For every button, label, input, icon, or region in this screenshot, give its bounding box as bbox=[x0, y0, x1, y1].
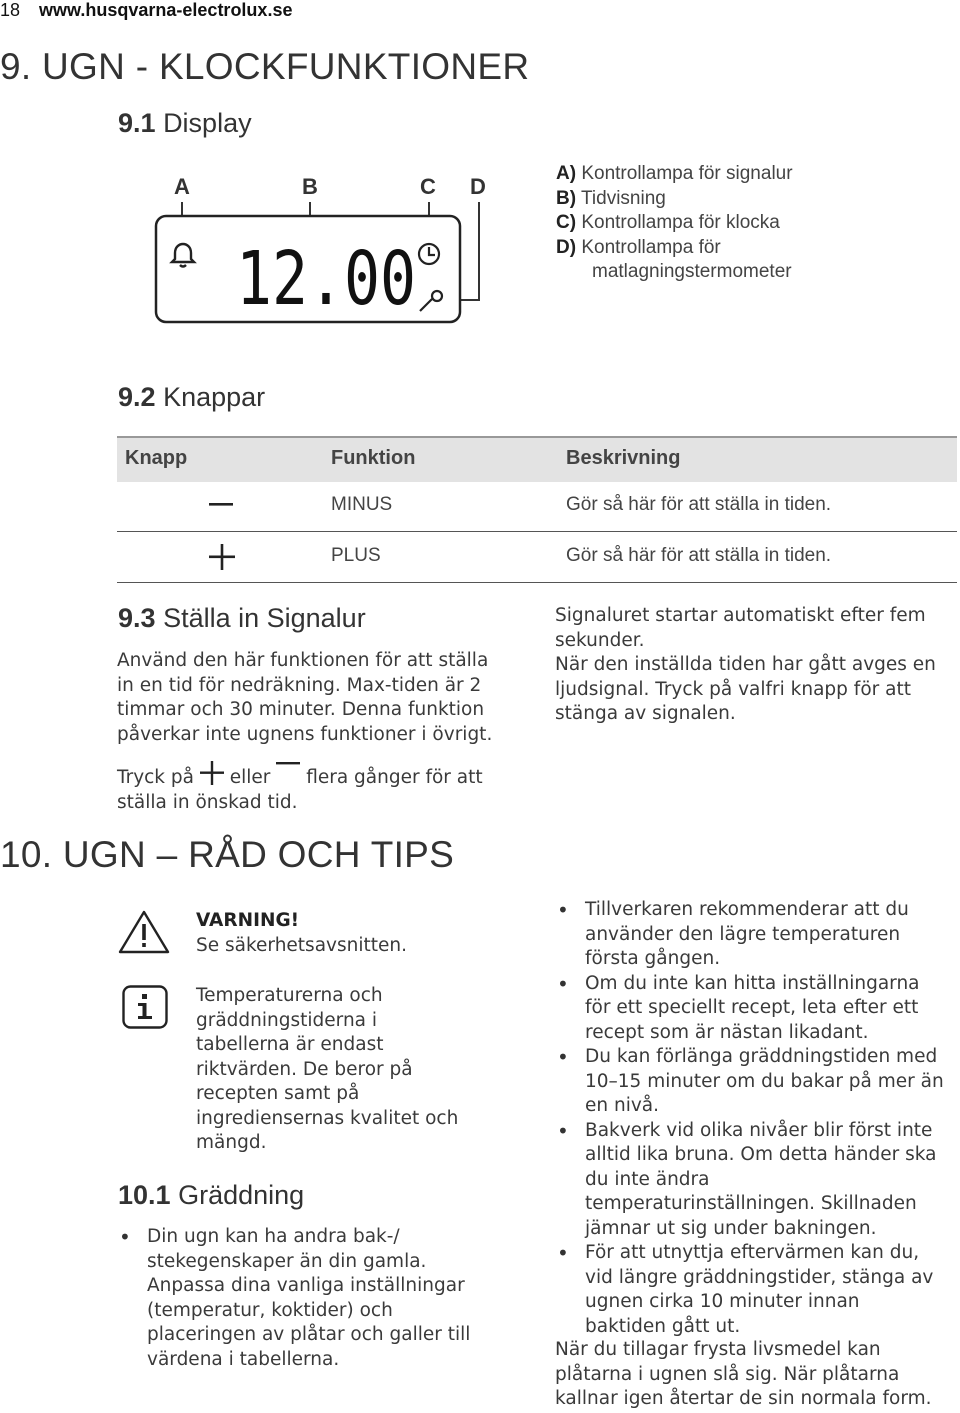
function-cell: PLUS bbox=[331, 545, 381, 566]
subsection-9-1-title: 9.1 Display bbox=[118, 108, 252, 138]
list-item: • Bakverk vid olika nivåer blir först inte alltid lika bruna. Om detta händer ska du inte ändra temperaturinställningen. Skillnaden jämnar ut sig under bakningen. bbox=[555, 1119, 960, 1242]
press-instruction: Tryck på eller flera gånger för att ställa in önskad tid. bbox=[117, 766, 537, 815]
header-url: www.husqvarna-electrolux.se bbox=[39, 0, 293, 20]
info-block: Temperaturerna och gräddningstiderna i tabellerna är endast riktvärden. De beror på recepten samt på ingrediensernas kvalitet och mängd. bbox=[196, 985, 459, 1153]
list-item: • Du kan förlänga gräddningstiden med 10–15 minuter om du bakar på mer än en nivå. bbox=[555, 1045, 960, 1119]
label-b: B bbox=[302, 174, 318, 199]
minus-icon bbox=[209, 502, 233, 508]
info-icon bbox=[122, 985, 168, 1029]
legend-item: B) Tidvisning bbox=[556, 187, 666, 209]
legend-item: A) Kontrollampa för signalur bbox=[556, 163, 793, 184]
minus-icon bbox=[276, 759, 300, 783]
legend-item: D) Kontrollampa för bbox=[556, 236, 721, 258]
section-10-title: 10. UGN – RÅD OCH TIPS bbox=[0, 834, 455, 875]
list-item: • Din ugn kan ha andra bak-/ stekegenskaper än din gamla. Anpassa dina vanliga inställningar (temperatur, koktider) och placeringen av plåtar och galler till värdena i tabellerna. bbox=[117, 1225, 517, 1372]
subsection-9-2-title: 9.2 Knappar bbox=[118, 382, 266, 412]
page-header bbox=[0, 0, 292, 21]
table-row bbox=[117, 532, 957, 583]
label-d: D bbox=[470, 174, 486, 199]
display-diagram bbox=[150, 168, 510, 338]
column-header: Beskrivning bbox=[566, 447, 681, 469]
warning-icon bbox=[118, 910, 170, 954]
list-item: • Om du inte kan hitta inställningarna för ett speciellt recept, leta efter ett recept som är nästan likadant. bbox=[555, 972, 960, 1046]
legend-item: C) Kontrollampa för klocka bbox=[556, 212, 780, 233]
signalur-behavior: Signaluret startar automatiskt efter fem sekunder. När den inställda tiden har gått avges en ljudsignal. Tryck på valfri knapp för att stänga av signalen. bbox=[555, 605, 936, 724]
table-header bbox=[117, 436, 957, 482]
signalur-description: Använd den här funktionen för att ställa in en tid för nedräkning. Max-tiden är 2 timmar och 30 minuter. Denna funktion påverkar inte ugnens funktioner i övrigt. bbox=[117, 650, 493, 745]
frozen-food-note: När du tillagar frysta livsmedel kan plåtarna i ugnen slå sig. När plåtarna kallnar igen återtar de sin normala form. bbox=[555, 1339, 932, 1409]
label-c: C bbox=[420, 174, 436, 199]
baking-list-left bbox=[117, 1225, 517, 1372]
description-cell: Gör så här för att ställa in tiden. bbox=[566, 545, 832, 566]
function-cell: MINUS bbox=[331, 494, 393, 515]
column-header: Funktion bbox=[331, 447, 416, 469]
list-item: • Tillverkaren rekommenderar att du använder den lägre temperaturen första gången. bbox=[555, 898, 960, 972]
legend-item: matlagningstermometer bbox=[592, 261, 792, 282]
label-a: A bbox=[174, 174, 190, 199]
plus-icon bbox=[209, 544, 235, 570]
warning-block bbox=[196, 909, 516, 958]
warning-text: Se säkerhetsavsnitten. bbox=[196, 934, 407, 956]
list-item: • För att utnyttja eftervärmen kan du, vid längre gräddningstider, stänga av ugnen cirka 10 minuter innan baktiden gått ut. bbox=[555, 1241, 960, 1339]
section-9-title: 9. UGN - KLOCKFUNKTIONER bbox=[0, 46, 530, 87]
plus-icon bbox=[200, 761, 224, 785]
table-row bbox=[117, 481, 957, 532]
display-legend bbox=[556, 162, 956, 285]
column-header: Knapp bbox=[125, 447, 188, 469]
description-cell: Gör så här för att ställa in tiden. bbox=[566, 494, 832, 515]
baking-list-right bbox=[555, 898, 960, 1339]
subsection-10-1-title: 10.1 Gräddning bbox=[118, 1180, 305, 1210]
subsection-9-3-title: 9.3 Ställa in Signalur bbox=[118, 603, 366, 633]
time-display: 12.00 bbox=[236, 236, 416, 322]
warning-title: VARNING! bbox=[196, 910, 300, 931]
page-number: 18 bbox=[0, 0, 21, 20]
